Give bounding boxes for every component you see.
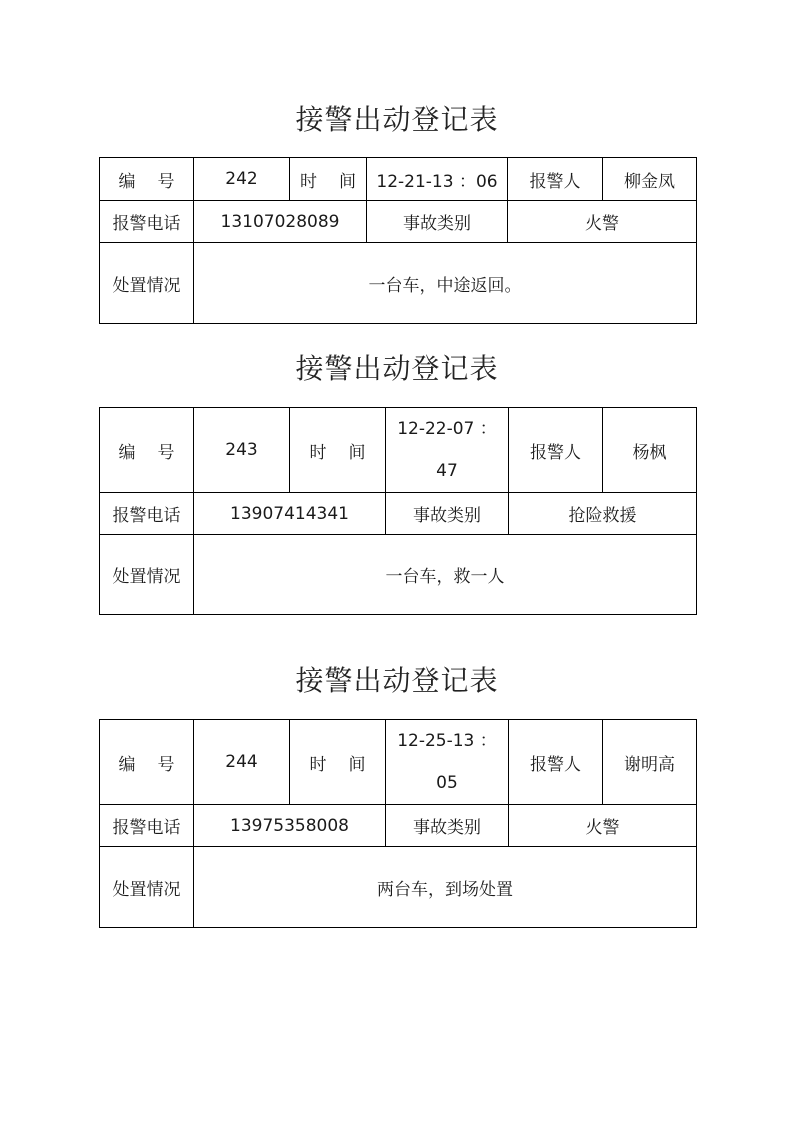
form-title-1: 接警出动登记表 xyxy=(295,103,499,136)
time-value: 12-22-07 ： 47 xyxy=(386,408,509,493)
table-row xyxy=(100,201,697,243)
reporter-value: 柳金凤 xyxy=(603,158,697,201)
time-label: 时 间 xyxy=(290,408,386,493)
reporter-label: 报警人 xyxy=(508,158,603,201)
record-table-2 xyxy=(99,407,697,615)
record-table-3 xyxy=(99,719,697,928)
table-row xyxy=(100,243,697,324)
number-value: 242 xyxy=(194,158,290,201)
handling-label: 处置情况 xyxy=(100,243,194,324)
number-label: 编 号 xyxy=(100,720,194,805)
table-row xyxy=(100,720,697,805)
phone-value: 13107028089 xyxy=(194,201,367,243)
category-value: 火警 xyxy=(508,201,697,243)
table-row xyxy=(100,408,697,493)
phone-label: 报警电话 xyxy=(100,201,194,243)
table-row xyxy=(100,493,697,535)
handling-label: 处置情况 xyxy=(100,535,194,615)
table-row xyxy=(100,158,697,201)
form-title-3: 接警出动登记表 xyxy=(295,664,499,697)
time-label: 时 间 xyxy=(290,158,367,201)
category-label: 事故类别 xyxy=(367,201,508,243)
category-label: 事故类别 xyxy=(386,805,509,847)
reporter-value: 谢明高 xyxy=(603,720,697,805)
form-title-2: 接警出动登记表 xyxy=(295,352,499,385)
handling-label: 处置情况 xyxy=(100,847,194,928)
category-label: 事故类别 xyxy=(386,493,509,535)
category-value: 火警 xyxy=(509,805,697,847)
number-label: 编 号 xyxy=(100,408,194,493)
time-label: 时 间 xyxy=(290,720,386,805)
table-row xyxy=(100,847,697,928)
handling-value: 两台车，到场处置 xyxy=(194,847,697,928)
reporter-value: 杨枫 xyxy=(603,408,697,493)
handling-value: 一台车，中途返回。 xyxy=(194,243,697,324)
phone-value: 13907414341 xyxy=(194,493,386,535)
phone-label: 报警电话 xyxy=(100,493,194,535)
time-value: 12-25-13 ： 05 xyxy=(386,720,509,805)
number-value: 244 xyxy=(194,720,290,805)
table-row xyxy=(100,535,697,615)
reporter-label: 报警人 xyxy=(509,408,603,493)
phone-value: 13975358008 xyxy=(194,805,386,847)
reporter-label: 报警人 xyxy=(509,720,603,805)
time-value: 12-21-13 ：06 xyxy=(367,158,508,201)
number-value: 243 xyxy=(194,408,290,493)
handling-value: 一台车，救一人 xyxy=(194,535,697,615)
phone-label: 报警电话 xyxy=(100,805,194,847)
record-table-1 xyxy=(99,157,697,324)
number-label: 编 号 xyxy=(100,158,194,201)
category-value: 抢险救援 xyxy=(509,493,697,535)
table-row xyxy=(100,805,697,847)
